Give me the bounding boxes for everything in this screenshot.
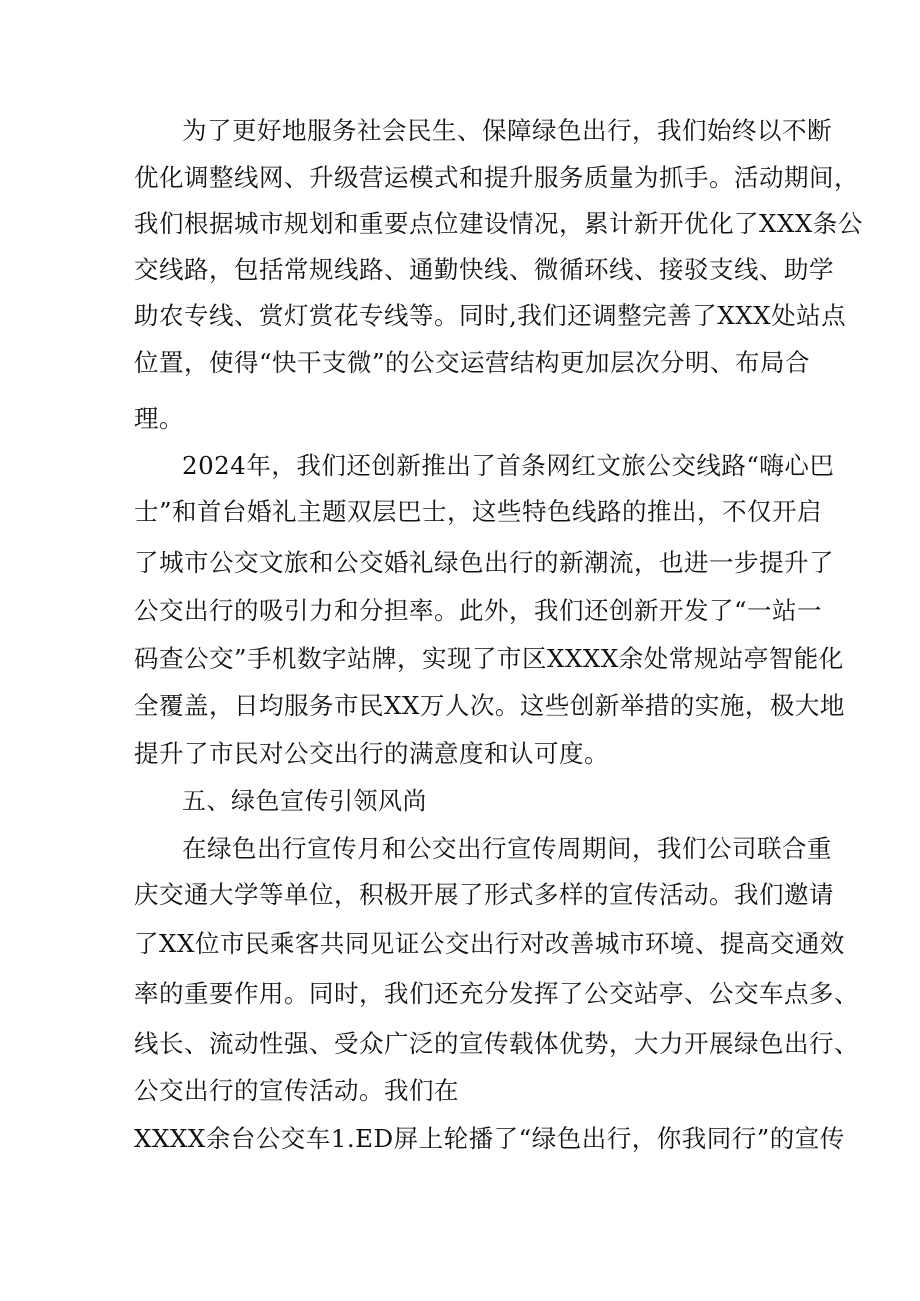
paragraph-3-line-2: 庆交通大学等单位，积极开展了形式多样的宣传活动。我们邀请	[134, 880, 834, 909]
paragraph-2-line-2: 士”和首台婚礼主题双层巴士，这些特色线路的推出，不仅开启	[134, 497, 823, 526]
paragraph-3-line-5: 线长、流动性强、受众广泛的宣传载体优势，大力开展绿色出行、	[134, 1029, 859, 1058]
paragraph-1-line-2: 优化调整线网、升级营运模式和提升服务质量为抓手。活动期间，	[134, 163, 859, 192]
paragraph-3-line-4: 率的重要作用。同时，我们还充分发挥了公交站亭、公交车点多、	[134, 979, 859, 1008]
paragraph-3-line-3: 了XX位市民乘客共同见证公交出行对改善城市环境、提高交通效	[134, 929, 845, 958]
paragraph-2-line-4: 公交出行的吸引力和分担率。此外，我们还创新开发了“一站一	[134, 596, 823, 625]
paragraph-2-line-6: 全覆盖，日均服务市民XX万人次。这些创新举措的实施，极大地	[134, 691, 845, 720]
paragraph-1-line-7: 理。	[134, 404, 184, 433]
paragraph-2-line-7: 提升了市民对公交出行的满意度和认可度。	[134, 739, 609, 768]
paragraph-3-line-1: 在绿色出行宣传月和公交出行宣传周期间，我们公司联合重	[182, 834, 832, 863]
paragraph-2-line-5: 码查公交”手机数字站牌，实现了市区XXXX余处常规站亭智能化	[134, 644, 844, 673]
paragraph-1-line-6: 位置，使得“快干支微”的公交运营结构更加层次分明、布局合	[134, 348, 811, 377]
paragraph-2-line-3: 了城市公交文旅和公交婚礼绿色出行的新潮流，也进一步提升了	[134, 548, 834, 577]
paragraph-1-line-3: 我们根据城市规划和重要点位建设情况，累计新开优化了XXX条公	[134, 209, 863, 238]
paragraph-2-line-1: 2024年，我们还创新推出了首条网红文旅公交线路“嗨心巴	[182, 451, 835, 480]
paragraph-1-line-4: 交线路，包括常规线路、通勤快线、微循环线、接驳支线、助学	[134, 255, 834, 284]
paragraph-1-line-5: 助农专线、赏灯赏花专线等。同时,我们还调整完善了XXX处站点	[134, 301, 847, 330]
paragraph-4-line-1: XXXX余台公交车1.ED屏上轮播了“绿色出行，你我同行”的宣传	[134, 1124, 845, 1153]
paragraph-3-line-6: 公交出行的宣传活动。我们在	[134, 1076, 459, 1105]
paragraph-1-line-1: 为了更好地服务社会民生、保障绿色出行，我们始终以不断	[182, 116, 832, 145]
section-heading: 五、绿色宣传引领风尚	[182, 787, 427, 815]
